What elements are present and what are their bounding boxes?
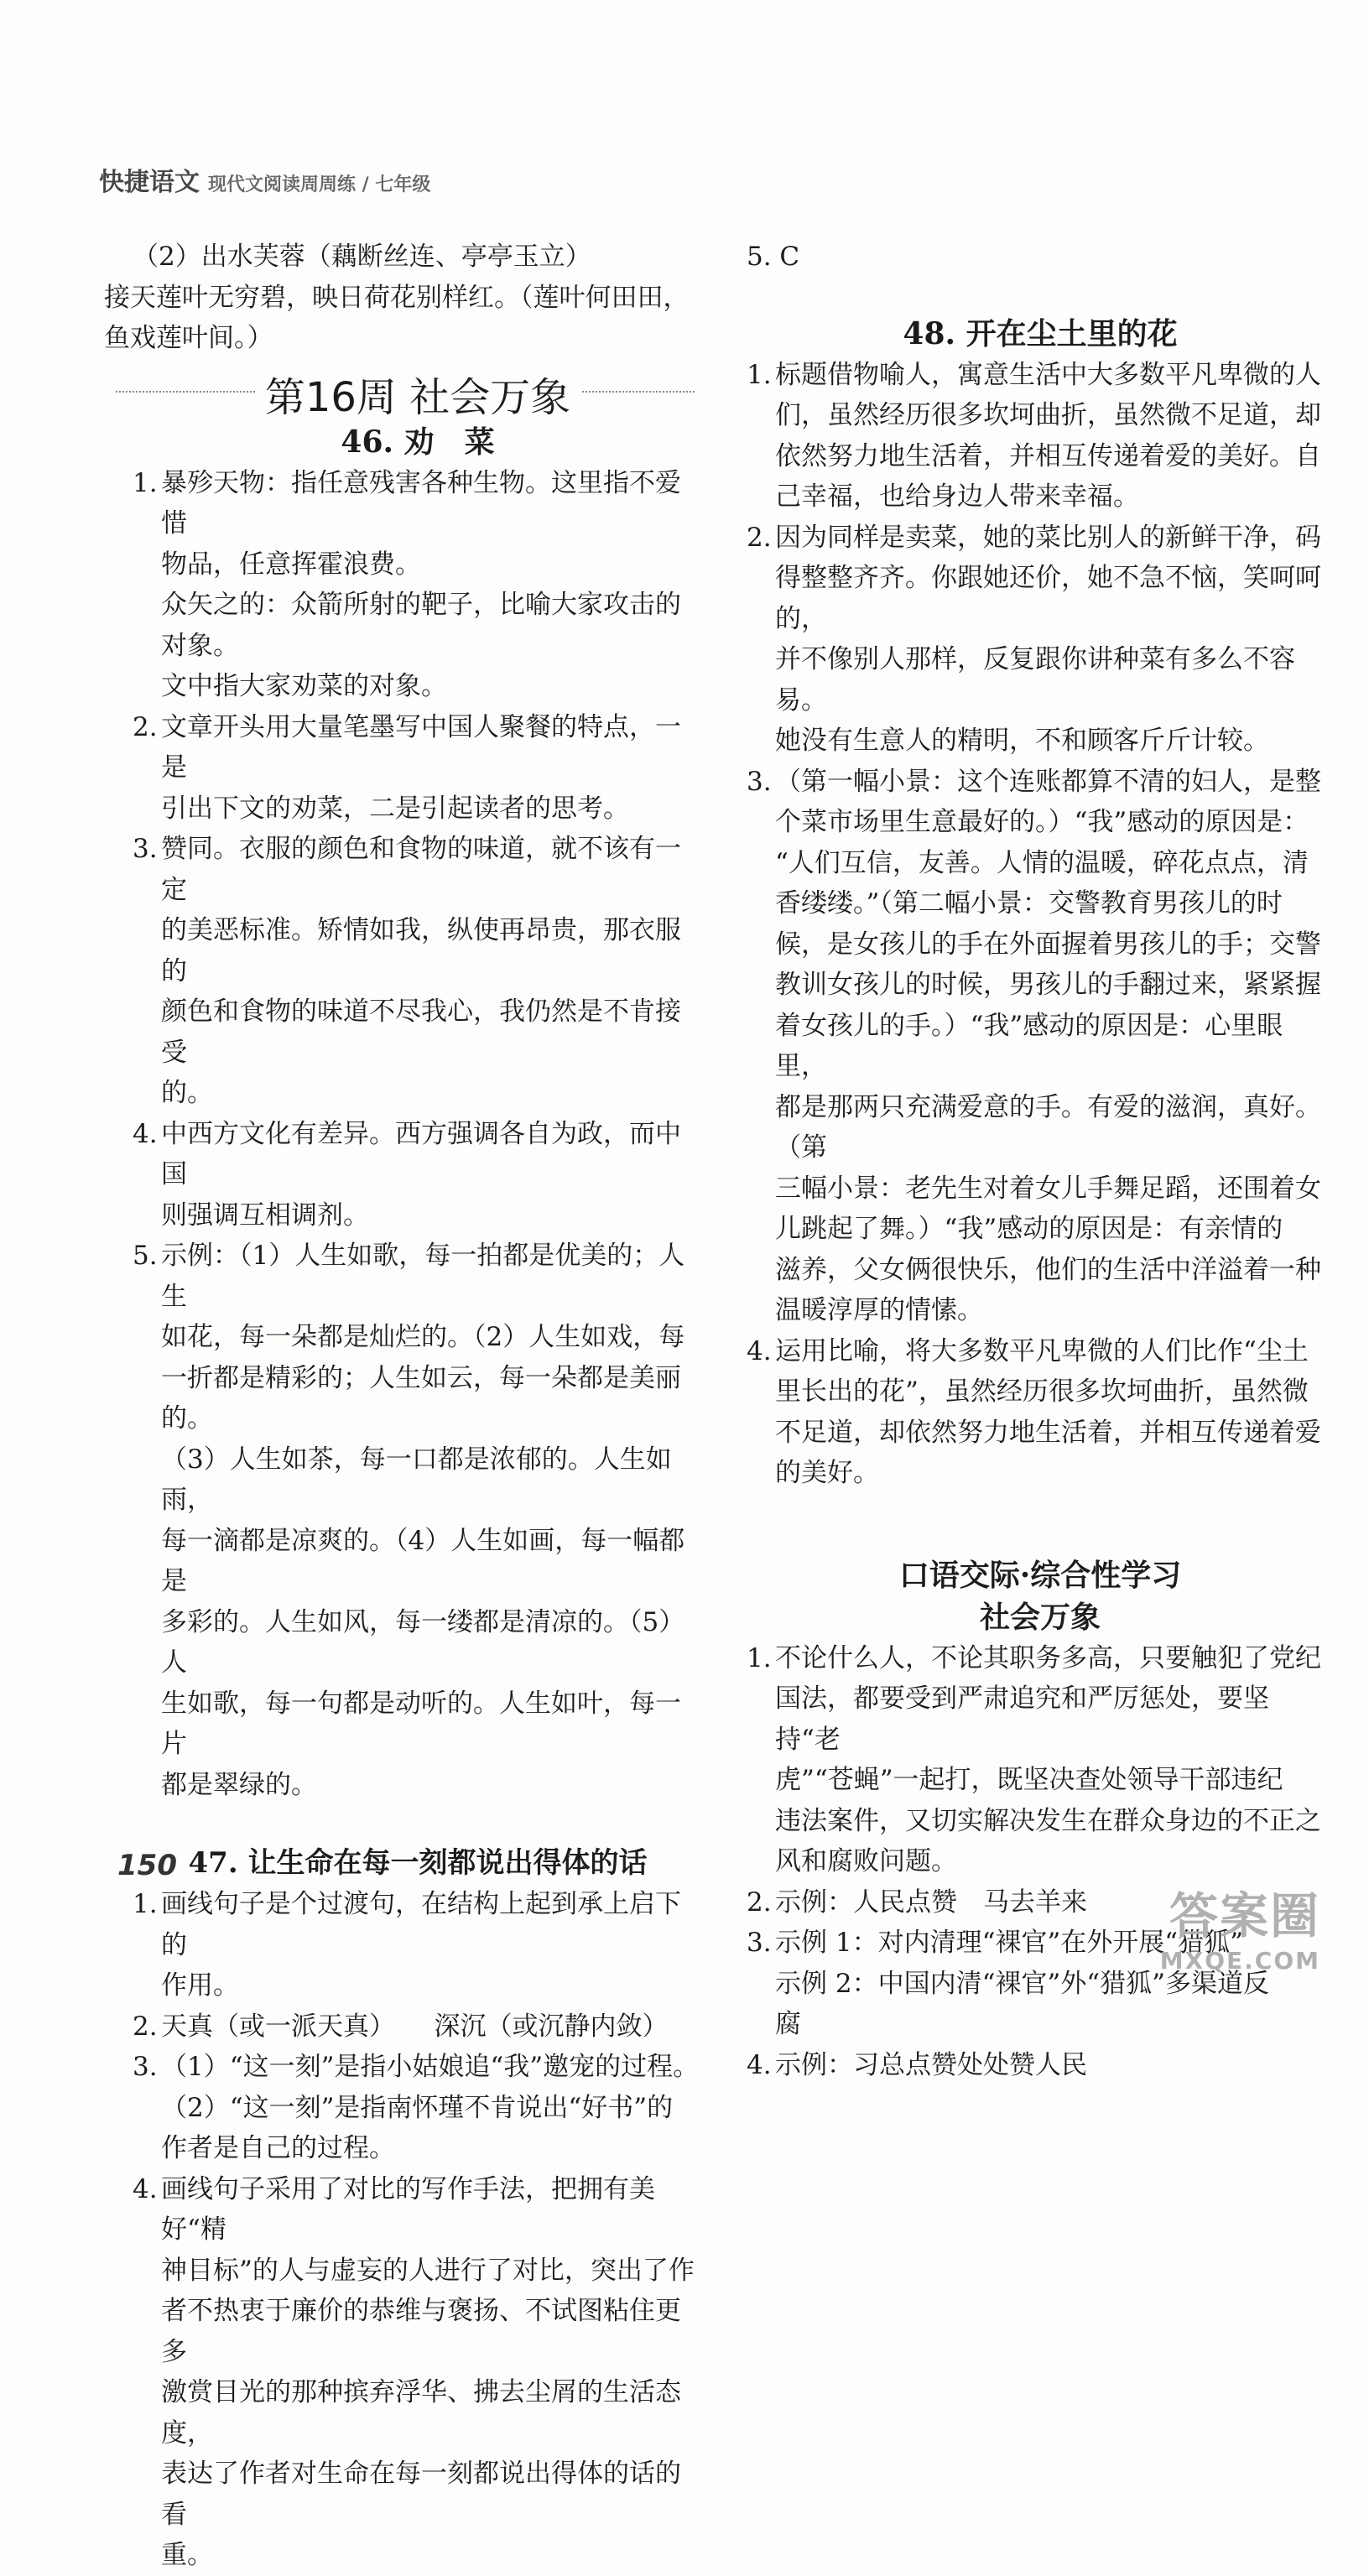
answer-item xyxy=(133,829,703,1114)
week-title: 第16周 社会万象 xyxy=(133,374,703,421)
text-line: 重。 xyxy=(161,2540,213,2570)
section-title-oral: 口语交际·综合性学习 xyxy=(898,1557,1182,1593)
top-answer: 5. C xyxy=(747,242,800,272)
text-line: 颜色和食物的味道不尽我心，我仍然是不肯接受 xyxy=(161,997,681,1068)
text-line: 生如歌，每一句都是动听的。人生如叶，每一片 xyxy=(161,1688,681,1759)
answer-number: 4. xyxy=(133,2173,158,2204)
book-brand: 快捷语文 xyxy=(99,168,200,197)
text-line: （2）“这一刻”是指南怀瑾不肯说出“好书”的 xyxy=(161,2092,674,2123)
text-line: 则强调互相调剂。 xyxy=(161,1200,369,1231)
text-line: 滋养，父女俩很快乐，他们的生活中洋溢着一种 xyxy=(775,1254,1321,1285)
text-line: 香缕缕。”（第二幅小景：交警教育男孩儿的时 xyxy=(775,888,1283,919)
text-line: 国法，都要受到严肃追究和严厉惩处，要坚持“老 xyxy=(775,1684,1269,1755)
text-line: 多彩的。人生如风，每一缕都是清凉的。（5）人 xyxy=(161,1606,685,1678)
answer-number: 4. xyxy=(747,2049,772,2080)
answer-number: 2. xyxy=(133,711,158,742)
answer-item xyxy=(133,1114,703,1236)
text-line: 个菜市场里生意最好的。）“我”感动的原因是： xyxy=(775,807,1309,837)
text-line: 示例：人民点赞 马去羊来 xyxy=(775,1886,1087,1918)
text-line: 风和腐败问题。 xyxy=(775,1846,957,1876)
answer-number: 1. xyxy=(133,467,158,498)
answer-item xyxy=(747,762,1334,1331)
text-line: 儿跳起了舞。）“我”感动的原因是：有亲情的 xyxy=(775,1214,1283,1244)
answer-number: 3. xyxy=(747,1928,772,1958)
text-line: 者不热衷于廉价的恭维与褒扬、不试图粘住更多 xyxy=(161,2296,681,2367)
text-line: 运用比喻，将大多数平凡卑微的人们比作“尘土 xyxy=(775,1335,1309,1366)
answer-number: 3. xyxy=(133,834,158,864)
text-line: 暴殄天物：指任意残害各种生物。这里指不爱惜 xyxy=(161,467,681,539)
text-line: 都是翠绿的。 xyxy=(161,1769,317,1800)
answer-number: 2. xyxy=(133,2011,158,2042)
text-line: 中西方文化有差异。西方强调各自为政，而中国 xyxy=(161,1118,681,1189)
answer-item xyxy=(133,707,703,830)
right-column xyxy=(747,237,1334,2085)
answer-number: 2. xyxy=(747,1886,772,1918)
watermark xyxy=(1160,1876,1320,1975)
page-header xyxy=(99,161,430,198)
section-46-answers xyxy=(133,463,703,1806)
text-line: 文中指大家劝菜的对象。 xyxy=(161,671,447,701)
answer-item xyxy=(133,2006,703,2048)
text-line: 一折都是精彩的；人生如云，每一朵都是美丽的。 xyxy=(161,1362,681,1434)
text-line: 示例：习总点赞处处赞人民 xyxy=(775,2049,1087,2080)
text-line: 教训女孩儿的时候，男孩儿的手翻过来，紧紧握 xyxy=(775,970,1321,1000)
watermark-url: MXQE.COM xyxy=(1159,1947,1320,1975)
answer-item xyxy=(133,463,703,707)
answer-number: 1. xyxy=(133,1889,158,1919)
text-line: 接天莲叶无穷碧，映日荷花别样红。（莲叶何田田， xyxy=(104,282,690,313)
answer-number: 1. xyxy=(747,1642,772,1673)
text-line: 示例 2：中国内清“裸官”外“猎狐”多渠道反 xyxy=(775,1968,1269,1999)
text-line: 虎”“苍蝇”一起打，既坚决查处领导干部违纪 xyxy=(775,1765,1283,1795)
answer-number: 5. xyxy=(133,1241,158,1271)
section-title-47: 47. 让生命在每一刻都说出得体的话 xyxy=(188,1846,648,1880)
section-title-48: 48. 开在尘土里的花 xyxy=(903,315,1178,351)
text-line: 引出下文的劝菜，二是引起读者的思考。 xyxy=(161,793,629,824)
text-line: 鱼戏莲叶间。） xyxy=(104,323,273,353)
text-line: 腐 xyxy=(775,2009,801,2039)
text-line: 示例：（1）人生如歌，每一拍都是优美的；人生 xyxy=(161,1241,685,1312)
text-line: 不足道，却依然努力地生活着，并相互传递着爱 xyxy=(775,1417,1321,1448)
section-47-answers xyxy=(133,1884,703,2576)
text-line: 己幸福，也给身边人带来幸福。 xyxy=(775,481,1139,512)
text-line: 三幅小景：老先生对着女儿手舞足蹈，还围着女 xyxy=(775,1173,1321,1204)
answer-item xyxy=(747,355,1334,518)
text-line: 神目标”的人与虚妄的人进行了对比，突出了作 xyxy=(161,2255,695,2286)
text-line: 画线句子采用了对比的写作手法，把拥有美好“精 xyxy=(161,2173,655,2245)
left-column xyxy=(104,237,703,2576)
text-line: 得整整齐齐。你跟她还价，她不急不恼，笑呵呵的， xyxy=(775,563,1321,634)
answer-number: 1. xyxy=(747,359,772,390)
text-line: 的美好。 xyxy=(775,1458,879,1488)
section-title-46: 46. 劝 菜 xyxy=(341,424,495,460)
text-line: 因为同样是卖菜，她的菜比别人的新鲜干净，码 xyxy=(775,522,1321,553)
text-line: 候，是女孩儿的手在外面握着男孩儿的手；交警 xyxy=(775,929,1321,960)
answer-number: 4. xyxy=(133,1118,158,1149)
answer-number: 3. xyxy=(133,2052,158,2082)
text-line: 违法案件，又切实解决发生在群众身边的不正之 xyxy=(775,1805,1321,1836)
answer-item xyxy=(747,2045,1334,2086)
text-line: 画线句子是个过渡句，在结构上起到承上启下的 xyxy=(161,1889,681,1960)
text-line: 们，虽然经历很多坎坷曲折，虽然微不足道，却 xyxy=(775,400,1321,430)
answer-item xyxy=(133,2047,703,2169)
answer-number: 2. xyxy=(747,522,772,553)
text-line: 的。 xyxy=(161,1078,213,1108)
text-line: 作用。 xyxy=(161,1970,239,2001)
text-line: 的美恶标准。矫情如我，纵使再昂贵，那衣服的 xyxy=(161,915,681,986)
text-line: 赞同。衣服的颜色和食物的味道，就不该有一定 xyxy=(161,834,681,905)
text-line: 文章开头用大量笔墨写中国人聚餐的特点，一是 xyxy=(161,711,681,783)
oral-answers xyxy=(747,1638,1334,2086)
answer-number: 4. xyxy=(747,1335,772,1366)
text-line: 每一滴都是凉爽的。（4）人生如画，每一幅都是 xyxy=(161,1525,685,1596)
page-number: 150 xyxy=(117,1849,177,1882)
text-line: 示例 1：对内清理“裸官”在外开展“猎狐” xyxy=(775,1928,1243,1958)
answer-item xyxy=(133,1236,703,1805)
text-line: 如花，每一朵都是灿烂的。（2）人生如戏，每 xyxy=(161,1322,685,1352)
section-48-answers xyxy=(747,355,1334,1494)
answer-item xyxy=(133,2169,703,2576)
answer-item xyxy=(747,518,1334,762)
text-line: （3）人生如茶，每一口都是浓郁的。人生如雨， xyxy=(161,1444,672,1515)
text-line: 她没有生意人的精明，不和顾客斤斤计较。 xyxy=(775,726,1269,756)
text-line: 依然努力地生活着，并相互传递着爱的美好。自 xyxy=(775,440,1321,471)
text-line: 天真（或一派天真） 深沉（或沉静内敛） xyxy=(161,2011,669,2042)
section-subtitle-oral: 社会万象 xyxy=(979,1599,1101,1635)
text-line: 温暖淳厚的情愫。 xyxy=(775,1295,983,1325)
watermark-logo: 答案圈 xyxy=(1169,1887,1320,1944)
text-line: （2）出水芙蓉（藕断丝连、亭亭玉立） xyxy=(133,242,591,272)
text-line: 着女孩儿的手。）“我”感动的原因是：心里眼里， xyxy=(775,1010,1283,1081)
text-line: （1）“这一刻”是指小姑娘追“我”邀宠的过程。 xyxy=(161,2052,700,2082)
text-line: 众矢之的：众箭所射的靶子，比喻大家攻击的对象。 xyxy=(161,590,681,661)
text-line: 激赏目光的那种摈弃浮华、拂去尘屑的生活态度， xyxy=(161,2377,681,2449)
text-line: 作者是自己的过程。 xyxy=(161,2133,395,2163)
answer-number: 3. xyxy=(747,766,772,797)
text-line: 里长出的花”，虽然经历很多坎坷曲折，虽然微 xyxy=(775,1376,1309,1407)
answer-item xyxy=(747,1638,1334,1882)
answer-item xyxy=(133,1884,703,2006)
text-line: 表达了作者对生命在每一刻都说出得体的话的看 xyxy=(161,2459,681,2530)
text-line: 物品，任意挥霍浪费。 xyxy=(161,549,421,580)
text-line: 并不像别人那样，反复跟你讲种菜有多么不容易。 xyxy=(775,644,1295,716)
text-line: 不论什么人，不论其职务多高，只要触犯了党纪 xyxy=(775,1642,1321,1673)
intro-answer xyxy=(104,237,703,359)
answer-item xyxy=(747,1331,1334,1494)
text-line: “人们互信，友善。人情的温暖，碎花点点，清 xyxy=(775,847,1309,878)
book-subtitle: 现代文阅读周周练 / 七年级 xyxy=(208,174,431,195)
text-line: （第一幅小景：这个连账都算不清的妇人，是整 xyxy=(775,766,1321,797)
text-line: 都是那两只充满爱意的手。有爱的滋润，真好。（第 xyxy=(775,1091,1321,1163)
text-line: 标题借物喻人，寓意生活中大多数平凡卑微的人 xyxy=(775,359,1321,390)
